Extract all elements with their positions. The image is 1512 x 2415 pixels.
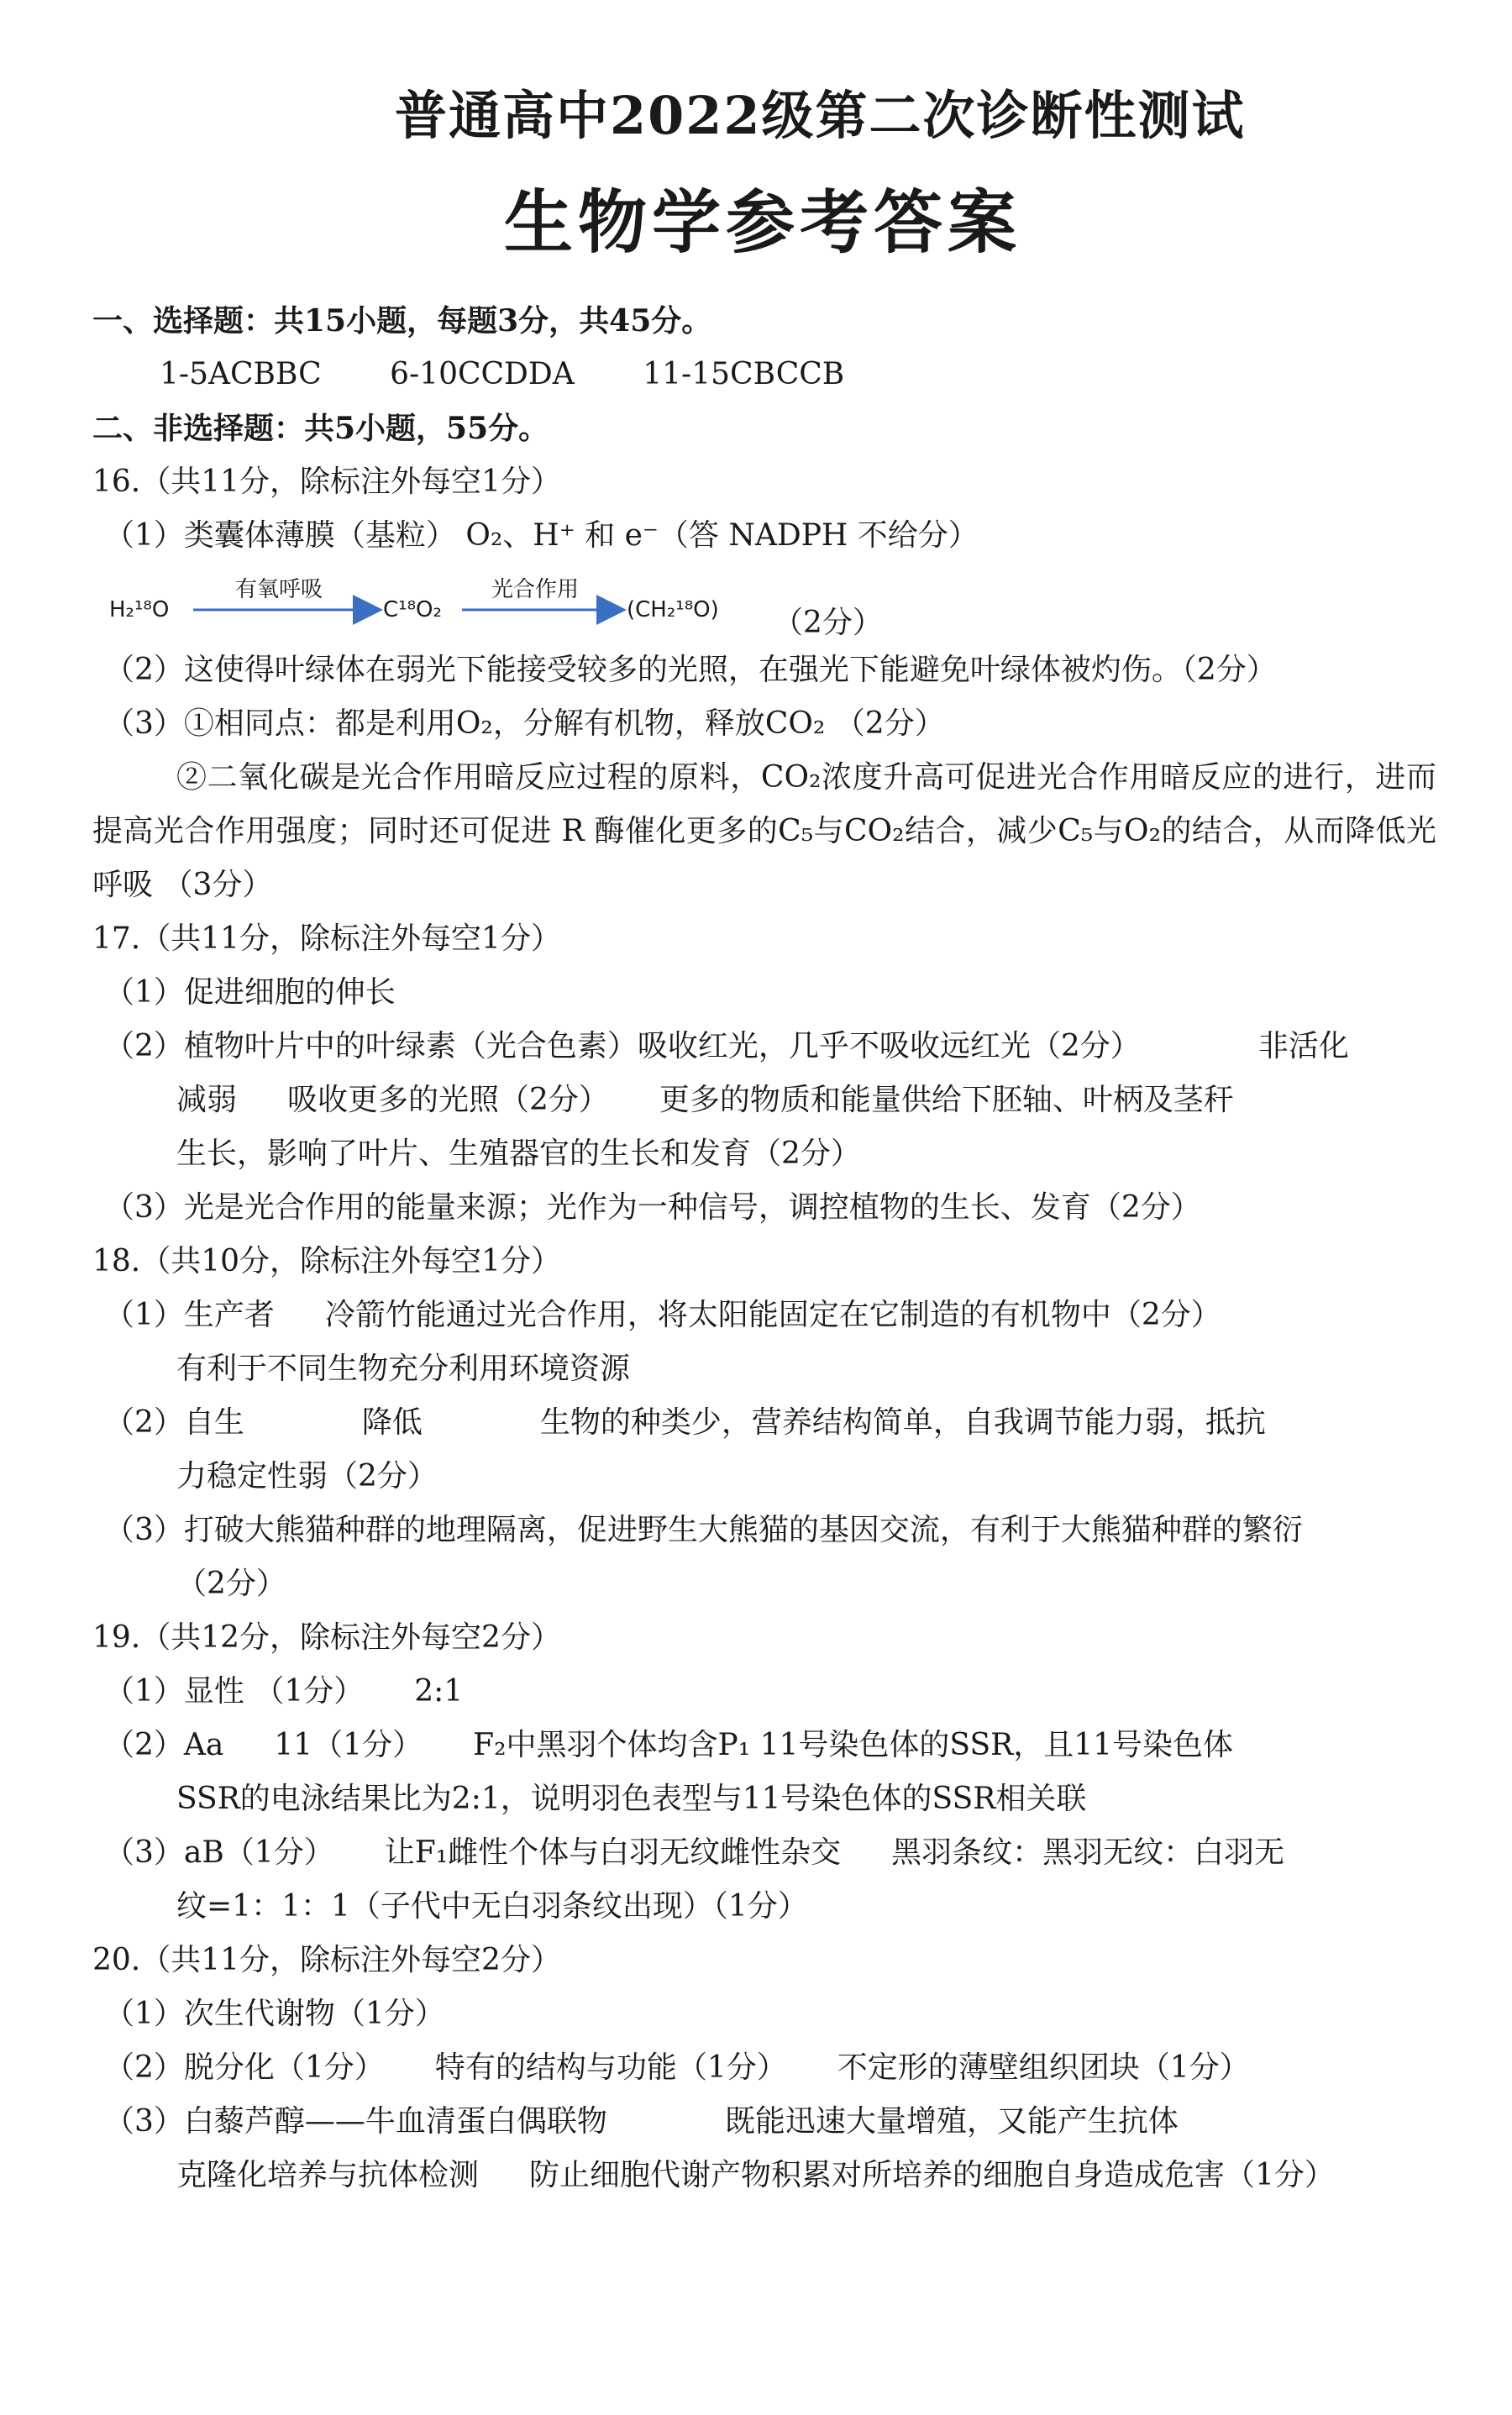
q19-part1-a: （1）显性 （1分） bbox=[104, 1674, 365, 1709]
q19-part3-line2: 纹=1：1：1（子代中无白羽条纹出现）（1分） bbox=[176, 1889, 808, 1924]
answer-content bbox=[92, 294, 1436, 2202]
q19-heading: 19.（共12分，除标注外每空2分） bbox=[92, 1620, 561, 1655]
q19-part3-a: （3）aB（1分） bbox=[104, 1835, 334, 1870]
q16-part2: （2）这使得叶绿体在弱光下能接受较多的光照，在强光下能避免叶绿体被灼伤。（2分） bbox=[104, 653, 1277, 687]
flow-start-label: H₂¹⁸O bbox=[109, 597, 170, 622]
mc-answers-6-10: 6-10CCDDA bbox=[390, 357, 575, 391]
q20-part3-line1 bbox=[92, 2095, 1436, 2149]
q16-isotope-flow bbox=[92, 563, 1436, 643]
q18-part1-b: 冷箭竹能通过光合作用，将太阳能固定在它制造的有机物中（2分） bbox=[324, 1298, 1221, 1332]
q17-part2-d: 吸收更多的光照（2分） bbox=[287, 1083, 609, 1117]
q18-part1-a: （1）生产者 bbox=[104, 1298, 275, 1332]
q19-part1-b: 2:1 bbox=[414, 1674, 464, 1709]
mc-answers-11-15: 11-15CBCCB bbox=[643, 357, 845, 391]
q20-part3-b: 既能迅速大量增殖，又能产生抗体 bbox=[724, 2104, 1179, 2139]
mc-answers-row bbox=[92, 348, 1436, 402]
q19-part2-c: F₂中黑羽个体均含P₁ 11号染色体的SSR，且11号染色体 bbox=[473, 1728, 1234, 1762]
q17-heading: 17.（共11分，除标注外每空1分） bbox=[92, 921, 561, 956]
q17-part2-a: （2）植物叶片中的叶绿素（光合色素）吸收红光，几乎不吸收远红光（2分） bbox=[104, 1029, 1141, 1063]
q19-part2-line2: SSR的电泳结果比为2:1，说明羽色表型与11号染色体的SSR相关联 bbox=[176, 1782, 1087, 1816]
q19-part3-line1 bbox=[92, 1826, 1436, 1880]
q18-part2-line2: 力稳定性弱（2分） bbox=[176, 1459, 438, 1494]
q19-part1 bbox=[92, 1665, 1436, 1719]
q20-part3-d: 防止细胞代谢产物积累对所培养的细胞自身造成危害（1分） bbox=[529, 2158, 1335, 2192]
q17-part3: （3）光是光合作用的能量来源；光作为一种信号，调控植物的生长、发育（2分） bbox=[104, 1190, 1201, 1225]
q17-part2-c: 减弱 bbox=[176, 1083, 238, 1117]
q18-part2-a: （2）自生 bbox=[104, 1405, 244, 1440]
q18-heading: 18.（共10分，除标注外每空1分） bbox=[92, 1244, 561, 1278]
flow-end-label: (CH₂¹⁸O) bbox=[627, 597, 719, 622]
q17-part2-line2 bbox=[92, 1074, 1436, 1127]
q18-part1-line2: 有利于不同生物充分利用环境资源 bbox=[176, 1352, 631, 1386]
exam-title: 普通高中2022级第二次诊断性测试 bbox=[395, 85, 1246, 146]
q20-heading: 20.（共11分，除标注外每空2分） bbox=[92, 1943, 561, 1977]
q18-part3-line2: （2分） bbox=[176, 1567, 286, 1601]
answer-key-title: 生物学参考答案 bbox=[504, 182, 1022, 263]
q20-part2 bbox=[92, 2041, 1436, 2095]
flow-mid-label: C¹⁸O₂ bbox=[383, 597, 442, 622]
nonmc-section-heading: 二、非选择题：共5小题，55分。 bbox=[92, 411, 549, 446]
q18-part2-b: 降低 bbox=[361, 1405, 423, 1440]
q16-part3-detail: ②二氧化碳是光合作用暗反应过程的原料，CO₂浓度升高可促进光合作用暗反应的进行，进而提高光合作用强度；同时还可促进 R 酶催化更多的C₅与CO₂结合，减少C₅与O₂的结合，从而降低光呼吸 （3分） bbox=[92, 760, 1436, 902]
q20-part2-a: （2）脱分化（1分） bbox=[104, 2050, 385, 2085]
q20-part2-c: 不定形的薄壁组织团块（1分） bbox=[837, 2050, 1250, 2085]
q16-part1: （1）类囊体薄膜（基粒） O₂、H⁺ 和 e⁻（答 NADPH 不给分） bbox=[104, 518, 979, 553]
q18-part2-line1 bbox=[92, 1396, 1436, 1450]
q19-part2-b: 11（1分） bbox=[274, 1728, 423, 1762]
q17-part1: （1）促进细胞的伸长 bbox=[104, 975, 396, 1010]
q18-part1-line1 bbox=[92, 1289, 1436, 1342]
q17-part2-b: 非活化 bbox=[1257, 1029, 1349, 1063]
flow-points: （2分） bbox=[773, 606, 883, 640]
q16-part3: （3）①相同点：都是利用O₂，分解有机物，释放CO₂ （2分） bbox=[104, 706, 945, 741]
mc-answers-1-5: 1-5ACBBC bbox=[160, 357, 322, 391]
q16-heading: 16.（共11分，除标注外每空1分） bbox=[92, 465, 561, 499]
q18-part3-line1: （3）打破大熊猫种群的地理隔离，促进野生大熊猫的基因交流，有利于大熊猫种群的繁衍 bbox=[104, 1513, 1303, 1547]
q17-part2-line1 bbox=[92, 1020, 1436, 1074]
q19-part2-line1 bbox=[92, 1719, 1436, 1772]
q19-part2-a: （2）Aa bbox=[104, 1728, 224, 1762]
q20-part3-c: 克隆化培养与抗体检测 bbox=[176, 2158, 480, 2192]
q20-part2-b: 特有的结构与功能（1分） bbox=[434, 2050, 787, 2085]
mc-section-heading: 一、选择题：共15小题，每题3分，共45分。 bbox=[92, 303, 712, 339]
flow-arrow-2-label: 光合作用 bbox=[491, 577, 580, 602]
q17-part2-e: 更多的物质和能量供给下胚轴、叶柄及茎秆 bbox=[659, 1083, 1234, 1117]
isotope-flow-diagram bbox=[109, 563, 773, 643]
q20-part3-a: （3）白藜芦醇——牛血清蛋白偶联物 bbox=[104, 2104, 607, 2139]
q19-part3-b: 让F₁雌性个体与白羽无纹雌性杂交 bbox=[384, 1835, 842, 1870]
flow-arrow-1-label: 有氧呼吸 bbox=[235, 577, 323, 602]
q19-part3-c: 黑羽条纹：黑羽无纹：白羽无 bbox=[891, 1835, 1285, 1870]
q18-part2-c: 生物的种类少，营养结构简单，自我调节能力弱，抵抗 bbox=[539, 1405, 1266, 1440]
q17-part2-line3: 生长，影响了叶片、生殖器官的生长和发育（2分） bbox=[176, 1137, 861, 1171]
q20-part1: （1）次生代谢物（1分） bbox=[104, 1997, 445, 2031]
q20-part3-line2 bbox=[92, 2149, 1436, 2202]
